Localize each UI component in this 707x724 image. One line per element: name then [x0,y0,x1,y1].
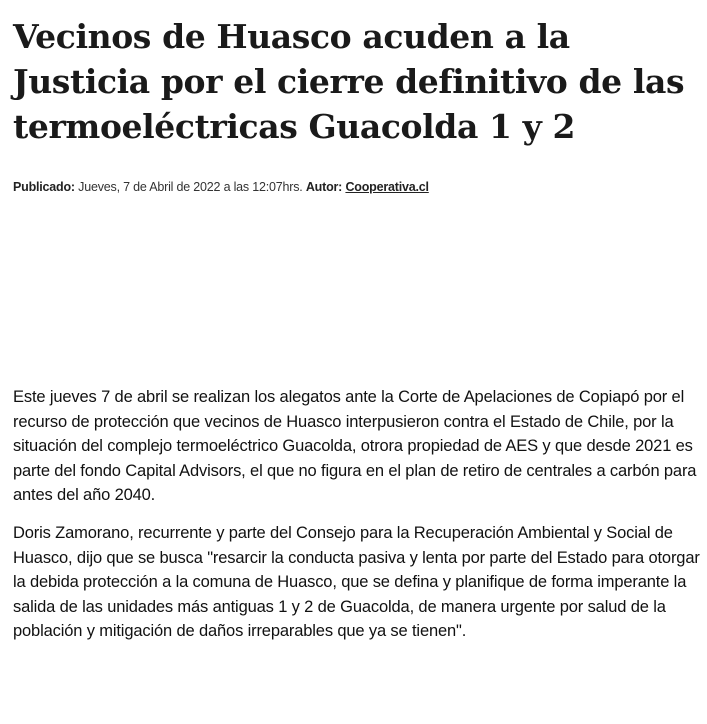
author-label: Autor: [305,180,343,194]
published-label: Publicado: [13,180,75,194]
article-paragraph: Doris Zamorano, recurrente y parte del Consejo para la Recuperación Ambiental y Social de Huasco, dijo que se busca "resarcir la conducta pasiva y lenta por parte del Estado para otorgar la debida protección a la comuna de Huasco, que se defina y planifique de forma imperante la salida de las unidades más antiguas 1 y 2 de Guacolda, de manera urgente por salud de la población y mitigación de daños irreparables que ya se tienen". [13,523,700,641]
article-meta [13,179,703,195]
article-body [13,385,703,644]
author-link[interactable]: Cooperativa.cl [345,180,429,194]
article [13,0,703,657]
published-date: Jueves, 7 de Abril de 2022 a las 12:07hrs. [74,180,306,194]
article-paragraph: Este jueves 7 de abril se realizan los alegatos ante la Corte de Apelaciones de Copiapó por el recurso de protección que vecinos de Huasco interpusieron contra el Estado de Chile, por la situación del complejo termoeléctrico Guacolda, otrora propiedad de AES y que desde 2021 es parte del fondo Capital Advisors, el que no figura en el plan de retiro de centrales a carbón para antes del año 2040. [13,388,697,505]
media-placeholder [13,195,703,385]
article-headline: Vecinos de Huasco acuden a la Justicia por el cierre definitivo de las termoeléctricas Guacolda 1 y 2 [13,17,685,146]
